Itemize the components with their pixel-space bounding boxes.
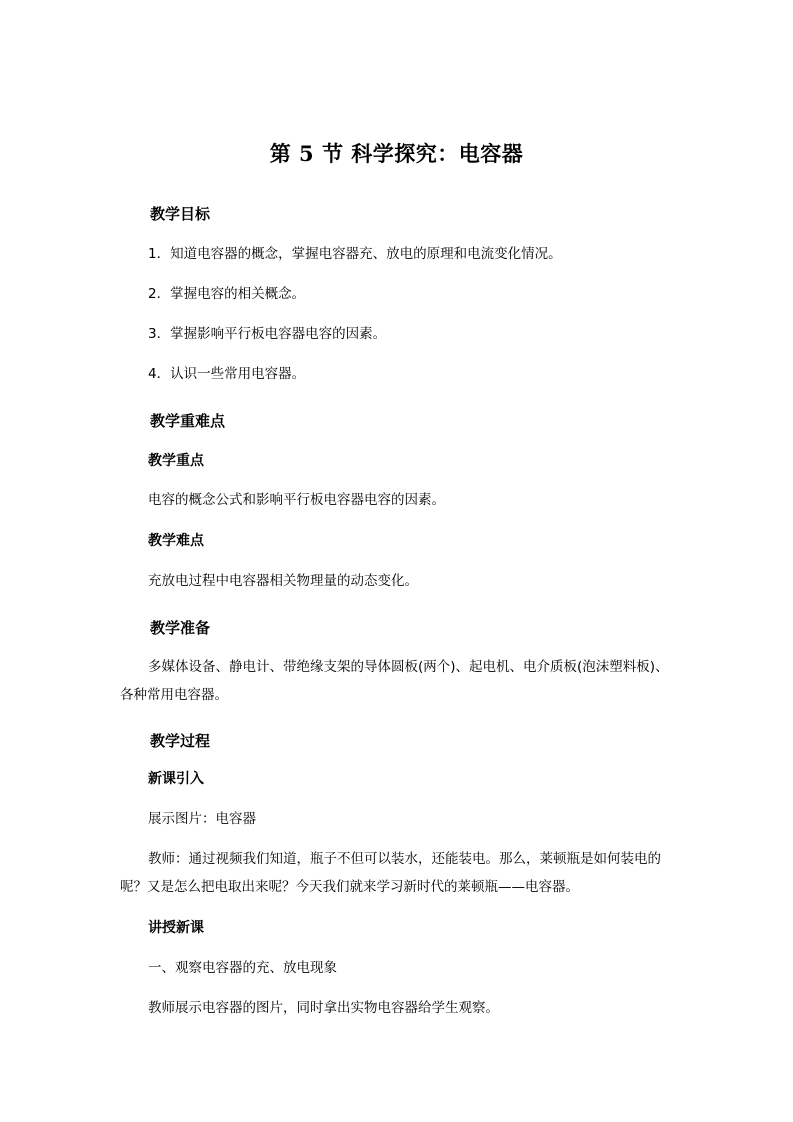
- goal-item-1: 1．知道电容器的概念，掌握电容器充、放电的原理和电流变化情况。: [148, 246, 562, 262]
- goal-item-2: 2．掌握电容的相关概念。: [148, 286, 306, 302]
- teacher-paragraph-line-2: 呢？又是怎么把电取出来呢？今天我们就来学习新时代的莱顿瓶——电容器。: [120, 879, 579, 895]
- focus-text: 电容的概念公式和影响平行板电容器电容的因素。: [148, 492, 445, 508]
- section-heading-key-points: 教学重难点: [150, 412, 226, 430]
- intro-text: 展示图片：电容器: [148, 811, 256, 827]
- preparation-line-1: 多媒体设备、静电计、带绝缘支架的导体圆板(两个)、起电机、电介质板(泡沫塑料板)、: [148, 659, 669, 675]
- teacher-paragraph-line-1: 教师：通过视频我们知道，瓶子不但可以装水，还能装电。那么，莱顿瓶是如何装电的: [148, 851, 661, 867]
- subheading-difficulty: 教学难点: [148, 533, 204, 549]
- goal-item-3: 3．掌握影响平行板电容器电容的因素。: [148, 326, 387, 342]
- subheading-new-lesson: 讲授新课: [148, 920, 204, 936]
- preparation-line-2: 各种常用电容器。: [120, 687, 228, 703]
- section-heading-goals: 教学目标: [150, 205, 211, 223]
- section-heading-process: 教学过程: [150, 732, 211, 750]
- section-heading-preparation: 教学准备: [150, 619, 211, 637]
- goal-item-4: 4．认识一些常用电容器。: [148, 366, 306, 382]
- difficulty-text: 充放电过程中电容器相关物理量的动态变化。: [148, 573, 418, 589]
- subheading-focus: 教学重点: [148, 453, 204, 469]
- subheading-intro: 新课引入: [148, 771, 204, 787]
- part1-title: 一、观察电容器的充、放电现象: [148, 960, 337, 976]
- page-title: 第 5 节 科学探究：电容器: [269, 141, 524, 166]
- part1-text: 教师展示电容器的图片，同时拿出实物电容器给学生观察。: [148, 1000, 499, 1016]
